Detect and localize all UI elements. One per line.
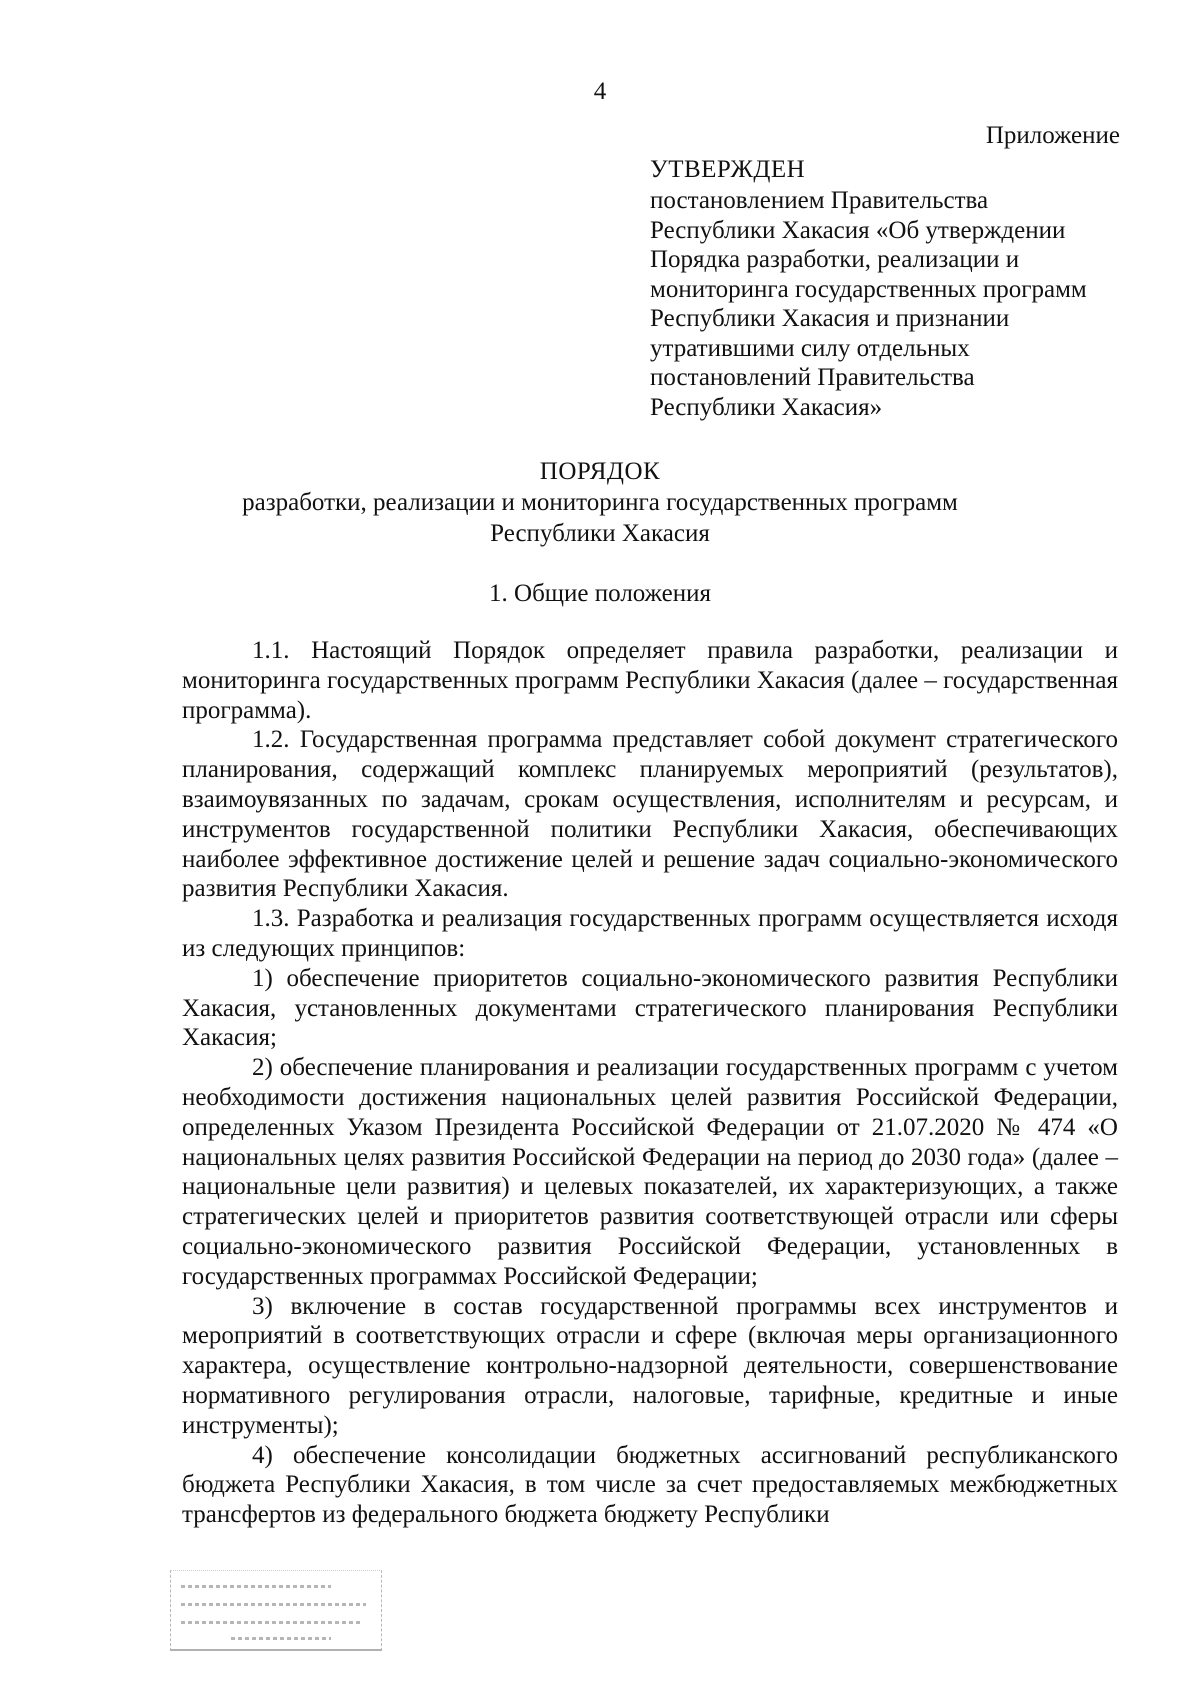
approval-line: Республики Хакасия» <box>650 393 883 421</box>
document-subtitle-line: разработки, реализации и мониторинга государственных программ <box>242 489 958 516</box>
section-body <box>182 636 1118 1530</box>
paragraph-1-2: 1.2. Государственная программа представляет собой документ стратегического планирования, содержащий комплекс планируемых мероприятий (результатов), взаимоувязанных по задачам, срокам осуществления, исполнителям и ресурсам, и инструментов государственной политики Республики Хакасия, обеспечивающих наиболее эффективное достижение целей и решение задач социально-экономического развития Республики Хакасия. <box>182 726 1118 903</box>
section-heading: 1. Общие положения <box>489 580 711 607</box>
document-title-block <box>0 456 1200 549</box>
principle-item-4: 4) обеспечение консолидации бюджетных ассигнований республиканского бюджета Республики Хакасия, в том числе за счет предоставляемых межбюджетных трансфертов из федерального бюджета бюджету Республики <box>182 1441 1118 1529</box>
approval-line: мониторинга государственных программ <box>650 275 1087 303</box>
principle-item-1: 1) обеспечение приоритетов социально-экономического развития Республики Хакасия, установленных документами стратегического планирования Республики Хакасия; <box>182 964 1118 1052</box>
approval-heading: УТВЕРЖДЕН <box>650 156 806 183</box>
approval-line: Республики Хакасия и признании <box>650 305 1010 332</box>
approval-block <box>650 154 1130 422</box>
document-subtitle-line: Республики Хакасия <box>490 520 710 547</box>
page-number: 4 <box>593 78 607 105</box>
approval-line: постановлением Правительства <box>650 187 989 214</box>
approval-line: Порядка разработки, реализации и <box>650 246 1020 273</box>
registration-stamp <box>170 1570 382 1651</box>
principle-item-2: 2) обеспечение планирования и реализации государственных программ с учетом необходимости достижения национальных целей развития Российской Федерации, определенных Указом Президента Российской Федерации от 21.07.2020 № 474 «О национальных целях развития Российской Федерации на период до 2030 года» (далее – национальные цели развития) и целевых показателей, их характеризующих, а также стратегических целей и приоритетов развития соответствующей отрасли или сферы социально-экономического развития Российской Федерации, установленных в государственных программах Российской Федерации; <box>182 1054 1118 1290</box>
approval-line: утратившими силу отдельных <box>650 334 970 362</box>
approval-line: постановлений Правительства <box>650 364 975 391</box>
principle-item-3: 3) включение в состав государственной программы всех инструментов и мероприятий в соответствующих отрасли и сфере (включая меры организационного характера, осуществление контрольно-надзорной деятельности, совершенствование нормативного регулирования отрасли, налоговые, тарифные, кредитные и иные инструменты); <box>182 1292 1118 1439</box>
approval-line: Республики Хакасия «Об утверждении <box>650 216 1066 244</box>
paragraph-1-3: 1.3. Разработка и реализация государственных программ осуществляется исходя из следующих принципов: <box>182 905 1118 962</box>
document-title: ПОРЯДОК <box>539 458 661 485</box>
appendix-label: Приложение <box>985 122 1120 149</box>
paragraph-1-1: 1.1. Настоящий Порядок определяет правила разработки, реализации и мониторинга государственных программ Республики Хакасия (далее – государственная программа). <box>182 637 1118 724</box>
